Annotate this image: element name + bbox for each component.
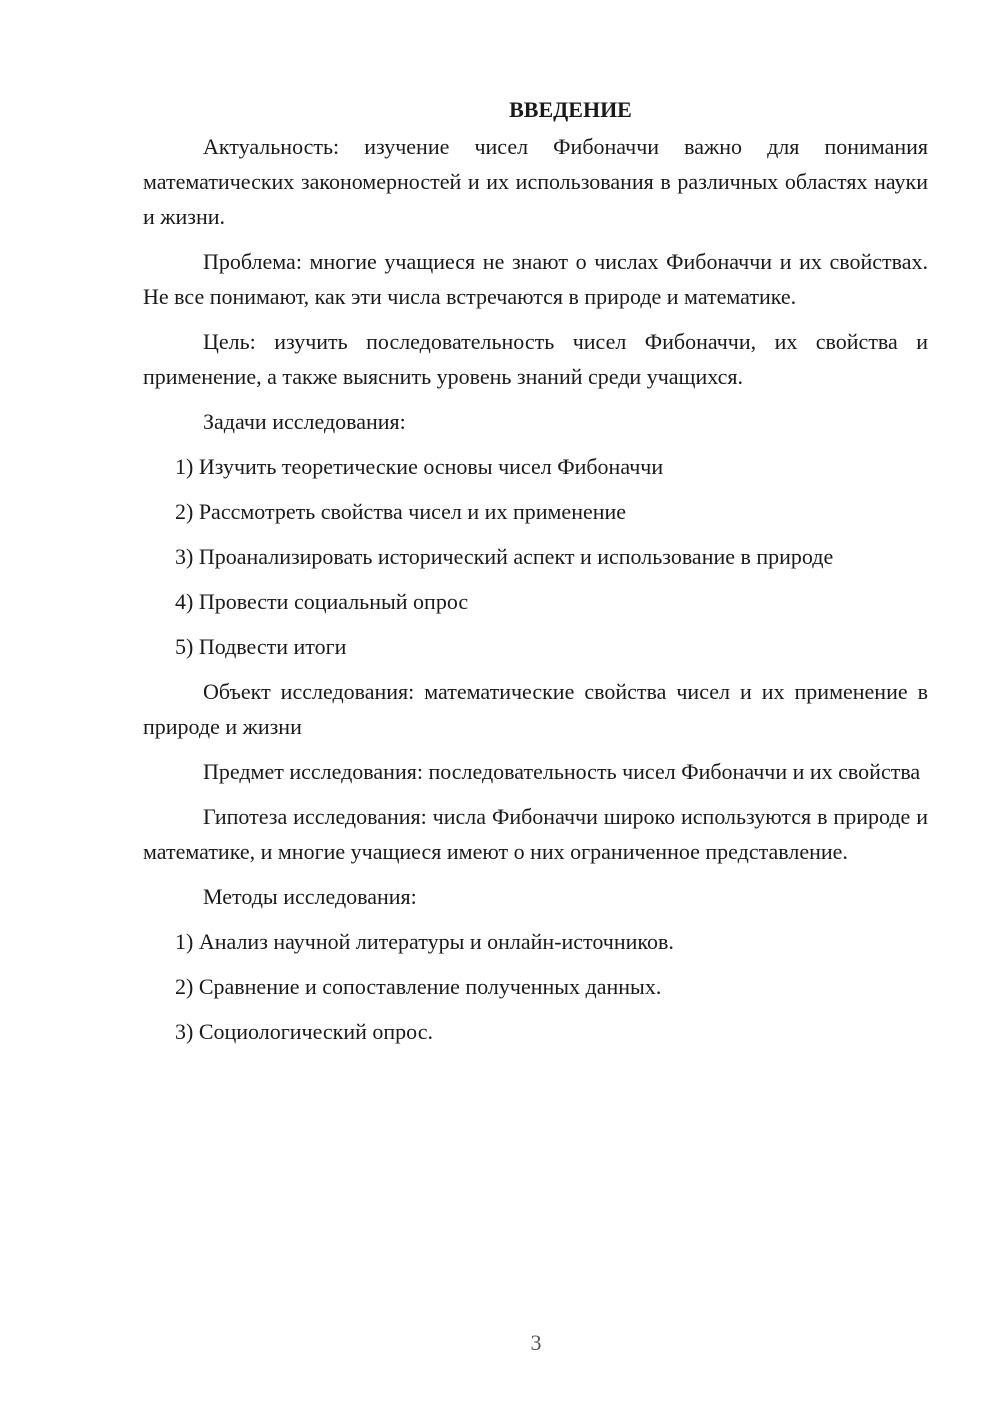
page-number: 3 bbox=[530, 1330, 542, 1355]
document-page bbox=[143, 92, 928, 1059]
relevance-paragraph: Актуальность: изучение чисел Фибоначчи важно для понимания математических закономерностей и их использования в различных областях науки и жизни. bbox=[143, 134, 928, 229]
problem-paragraph: Проблема: многие учащиеся не знают о числах Фибоначчи и их свойствах. Не все понимают, как эти числа встречаются в природе и математике. bbox=[143, 249, 928, 309]
list-item: 5) Подвести итоги bbox=[175, 634, 347, 659]
list-item: 1) Анализ научной литературы и онлайн-источников. bbox=[175, 929, 674, 954]
object-paragraph: Объект исследования: математические свойства чисел и их применение в природе и жизни bbox=[143, 679, 928, 739]
hypothesis-paragraph: Гипотеза исследования: числа Фибоначчи широко используются в природе и математике, и многие учащиеся имеют о них ограниченное представление. bbox=[143, 804, 928, 864]
list-item: 1) Изучить теоретические основы чисел Фибоначчи bbox=[175, 454, 664, 479]
methods-list bbox=[143, 924, 928, 1049]
list-item: 2) Сравнение и сопоставление полученных данных. bbox=[175, 974, 662, 999]
list-item: 3) Проанализировать исторический аспект и использование в природе bbox=[175, 544, 834, 569]
methods-heading: Методы исследования: bbox=[203, 884, 417, 909]
subject-paragraph: Предмет исследования: последовательность чисел Фибоначчи и их свойства bbox=[203, 759, 921, 784]
list-item: 4) Провести социальный опрос bbox=[175, 589, 469, 614]
page-title: ВВЕДЕНИЕ bbox=[509, 97, 632, 122]
goal-paragraph: Цель: изучить последовательность чисел Фибоначчи, их свойства и применение, а также выяснить уровень знаний среди учащихся. bbox=[143, 329, 928, 389]
tasks-list bbox=[143, 449, 928, 664]
list-item: 3) Социологический опрос. bbox=[175, 1019, 433, 1044]
tasks-heading: Задачи исследования: bbox=[203, 409, 406, 434]
list-item: 2) Рассмотреть свойства чисел и их применение bbox=[175, 499, 627, 524]
